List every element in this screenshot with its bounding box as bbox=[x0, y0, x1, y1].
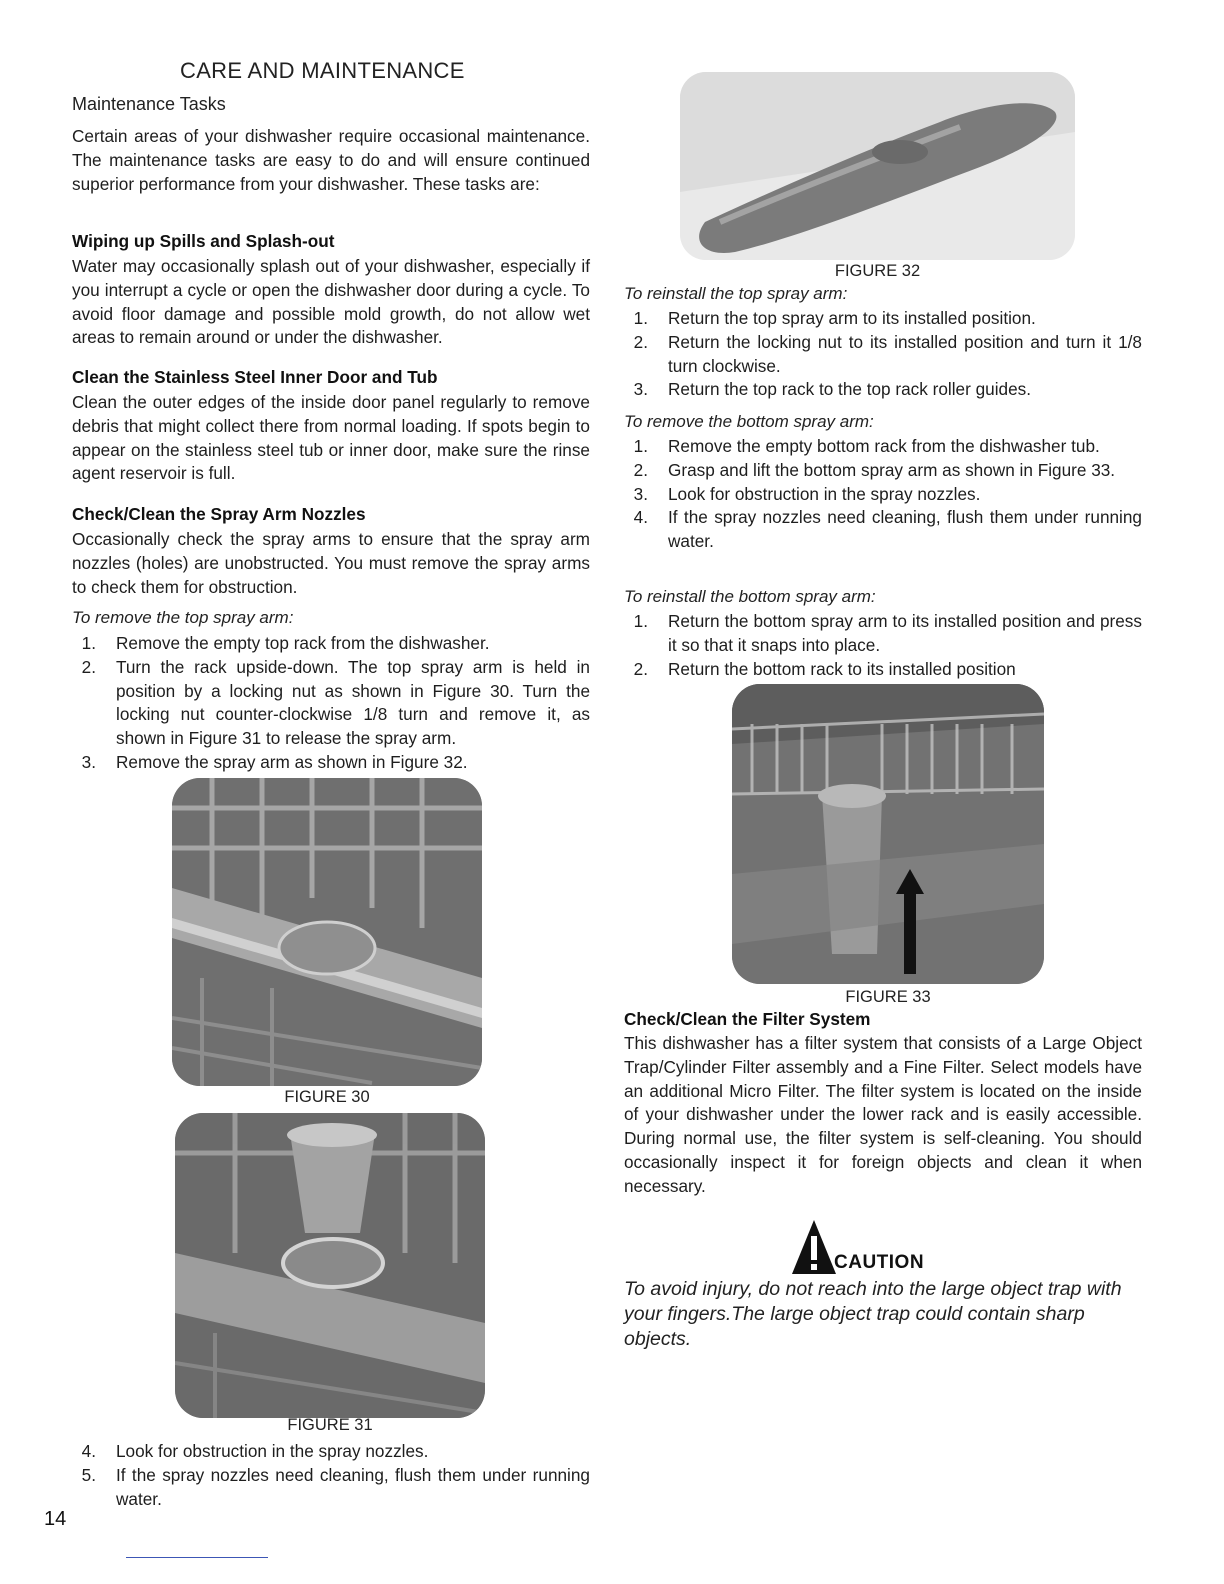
step-text: If the spray nozzles need cleaning, flush them under running water. bbox=[668, 507, 1142, 552]
step-number: 1. bbox=[633, 611, 648, 631]
stainless-heading: Clean the Stainless Steel Inner Door and Tub bbox=[72, 367, 438, 387]
step-text: Look for obstruction in the spray nozzles. bbox=[116, 1441, 429, 1461]
spills-body: Water may occasionally splash out of your dishwasher, especially if you interrupt a cycle or open the dishwasher door during a cycle. To avoid floor damage and possible mold growth, do not allow wet areas to remain around or under the dishwasher. bbox=[72, 256, 590, 348]
intro-paragraph: Certain areas of your dishwasher require occasional maintenance. The maintenance tasks are easy to do and will ensure continued superior performance from your dishwasher. These tasks are: bbox=[72, 126, 590, 194]
list-item bbox=[624, 658, 1142, 682]
page-number: 14 bbox=[44, 1508, 67, 1530]
list-item bbox=[72, 656, 590, 751]
step-number: 1. bbox=[633, 436, 648, 456]
nozzles-heading: Check/Clean the Spray Arm Nozzles bbox=[72, 504, 366, 524]
step-text: Remove the empty top rack from the dishwasher. bbox=[116, 633, 490, 653]
nozzles-body: Occasionally check the spray arms to ensure that the spray arm nozzles (holes) are unobstructed. You must remove the spray arms to check them for obstruction. bbox=[72, 529, 590, 597]
list-item bbox=[72, 1464, 590, 1512]
list-item bbox=[624, 331, 1142, 379]
reinstall-bottom-steps bbox=[624, 610, 1142, 681]
reinstall-bottom-label: To reinstall the bottom spray arm: bbox=[624, 587, 876, 606]
remove-top-label: To remove the top spray arm: bbox=[72, 608, 294, 627]
step-text: Grasp and lift the bottom spray arm as shown in Figure 33. bbox=[668, 459, 1116, 480]
remove-top-steps-continued bbox=[72, 1440, 590, 1511]
list-item bbox=[624, 610, 1142, 658]
list-item bbox=[624, 483, 1142, 507]
remove-bottom-label: To remove the bottom spray arm: bbox=[624, 412, 874, 431]
step-text: Return the bottom spray arm to its installed position and press it so that it snaps into place. bbox=[668, 611, 1142, 655]
figure-31-caption: FIGURE 31 bbox=[287, 1416, 373, 1434]
caution-body: To avoid injury, do not reach into the large object trap with your fingers.The large object trap could contain sharp objects. bbox=[624, 1278, 1122, 1350]
step-number: 5. bbox=[81, 1464, 96, 1485]
list-item bbox=[624, 307, 1142, 331]
caution-label: CAUTION bbox=[834, 1252, 925, 1273]
step-text: If the spray nozzles need cleaning, flush them under running water. bbox=[116, 1464, 590, 1509]
step-number: 4. bbox=[633, 507, 648, 528]
figure-32-photo bbox=[680, 72, 1075, 260]
section-title: Maintenance Tasks bbox=[72, 94, 226, 114]
figure-30-caption: FIGURE 30 bbox=[284, 1088, 370, 1106]
step-text: Remove the spray arm as shown in Figure 32. bbox=[116, 751, 468, 772]
figure-31-photo bbox=[175, 1113, 485, 1418]
list-item bbox=[624, 459, 1142, 483]
step-text: Look for obstruction in the spray nozzles. bbox=[668, 483, 981, 504]
list-item bbox=[72, 751, 590, 775]
filter-heading: Check/Clean the Filter System bbox=[624, 1009, 871, 1029]
step-number: 2. bbox=[633, 459, 648, 480]
reinstall-top-steps bbox=[624, 307, 1142, 402]
figure-33-caption: FIGURE 33 bbox=[845, 988, 931, 1006]
list-item bbox=[624, 378, 1142, 402]
step-number: 3. bbox=[81, 751, 96, 772]
step-number: 3. bbox=[633, 483, 648, 504]
step-number: 3. bbox=[633, 379, 648, 400]
step-text: Return the bottom rack to its installed position bbox=[668, 658, 1016, 679]
list-item bbox=[624, 435, 1142, 459]
divider bbox=[126, 1557, 268, 1558]
step-text: Return the top rack to the top rack roller guides. bbox=[668, 379, 1032, 400]
step-number: 2. bbox=[633, 331, 648, 352]
list-item bbox=[72, 1440, 590, 1464]
remove-top-steps bbox=[72, 632, 590, 775]
reinstall-top-label: To reinstall the top spray arm: bbox=[624, 284, 848, 303]
step-number: 4. bbox=[81, 1441, 96, 1461]
remove-bottom-steps bbox=[624, 435, 1142, 554]
figure-32-caption: FIGURE 32 bbox=[834, 262, 921, 280]
step-text: Return the locking nut to its installed position and turn it 1/8 turn clockwise. bbox=[668, 331, 1142, 376]
step-number: 2. bbox=[81, 656, 96, 677]
list-item bbox=[624, 506, 1142, 554]
warning-triangle-icon bbox=[790, 1218, 838, 1276]
filter-body: This dishwasher has a filter system that consists of a Large Object Trap/Cylinder Filter assembly and a Fine Filter. Select models have an additional Micro Filter. The filter system is located on the inside of your dishwasher under the lower rack and is easily accessible. During normal use, the filter system is self-cleaning. You should occasionally inspect it for foreign objects and clean it when necessary. bbox=[624, 1033, 1142, 1196]
stainless-body: Clean the outer edges of the inside door panel regularly to remove debris that might collect there from normal loading. If spots begin to appear on the stainless steel tub or inner door, make sure the rinse agent reservoir is full. bbox=[72, 392, 590, 484]
step-text: Return the top spray arm to its installed position. bbox=[668, 308, 1036, 328]
figure-33-photo bbox=[732, 684, 1044, 984]
step-number: 1. bbox=[633, 308, 648, 328]
step-number: 2. bbox=[633, 658, 648, 679]
figure-30-photo bbox=[172, 778, 482, 1086]
step-number: 1. bbox=[81, 633, 96, 653]
step-text: Turn the rack upside-down. The top spray arm is held in position by a locking nut as shown in Figure 30. Turn the locking nut counter-clockwise 1/8 turn and remove it, as shown in Figure 31 to release the spray arm. bbox=[116, 656, 590, 749]
step-text: Remove the empty bottom rack from the dishwasher tub. bbox=[668, 436, 1100, 456]
spills-heading: Wiping up Spills and Splash-out bbox=[72, 231, 335, 251]
list-item bbox=[72, 632, 590, 656]
page-title: CARE AND MAINTENANCE bbox=[180, 58, 465, 83]
